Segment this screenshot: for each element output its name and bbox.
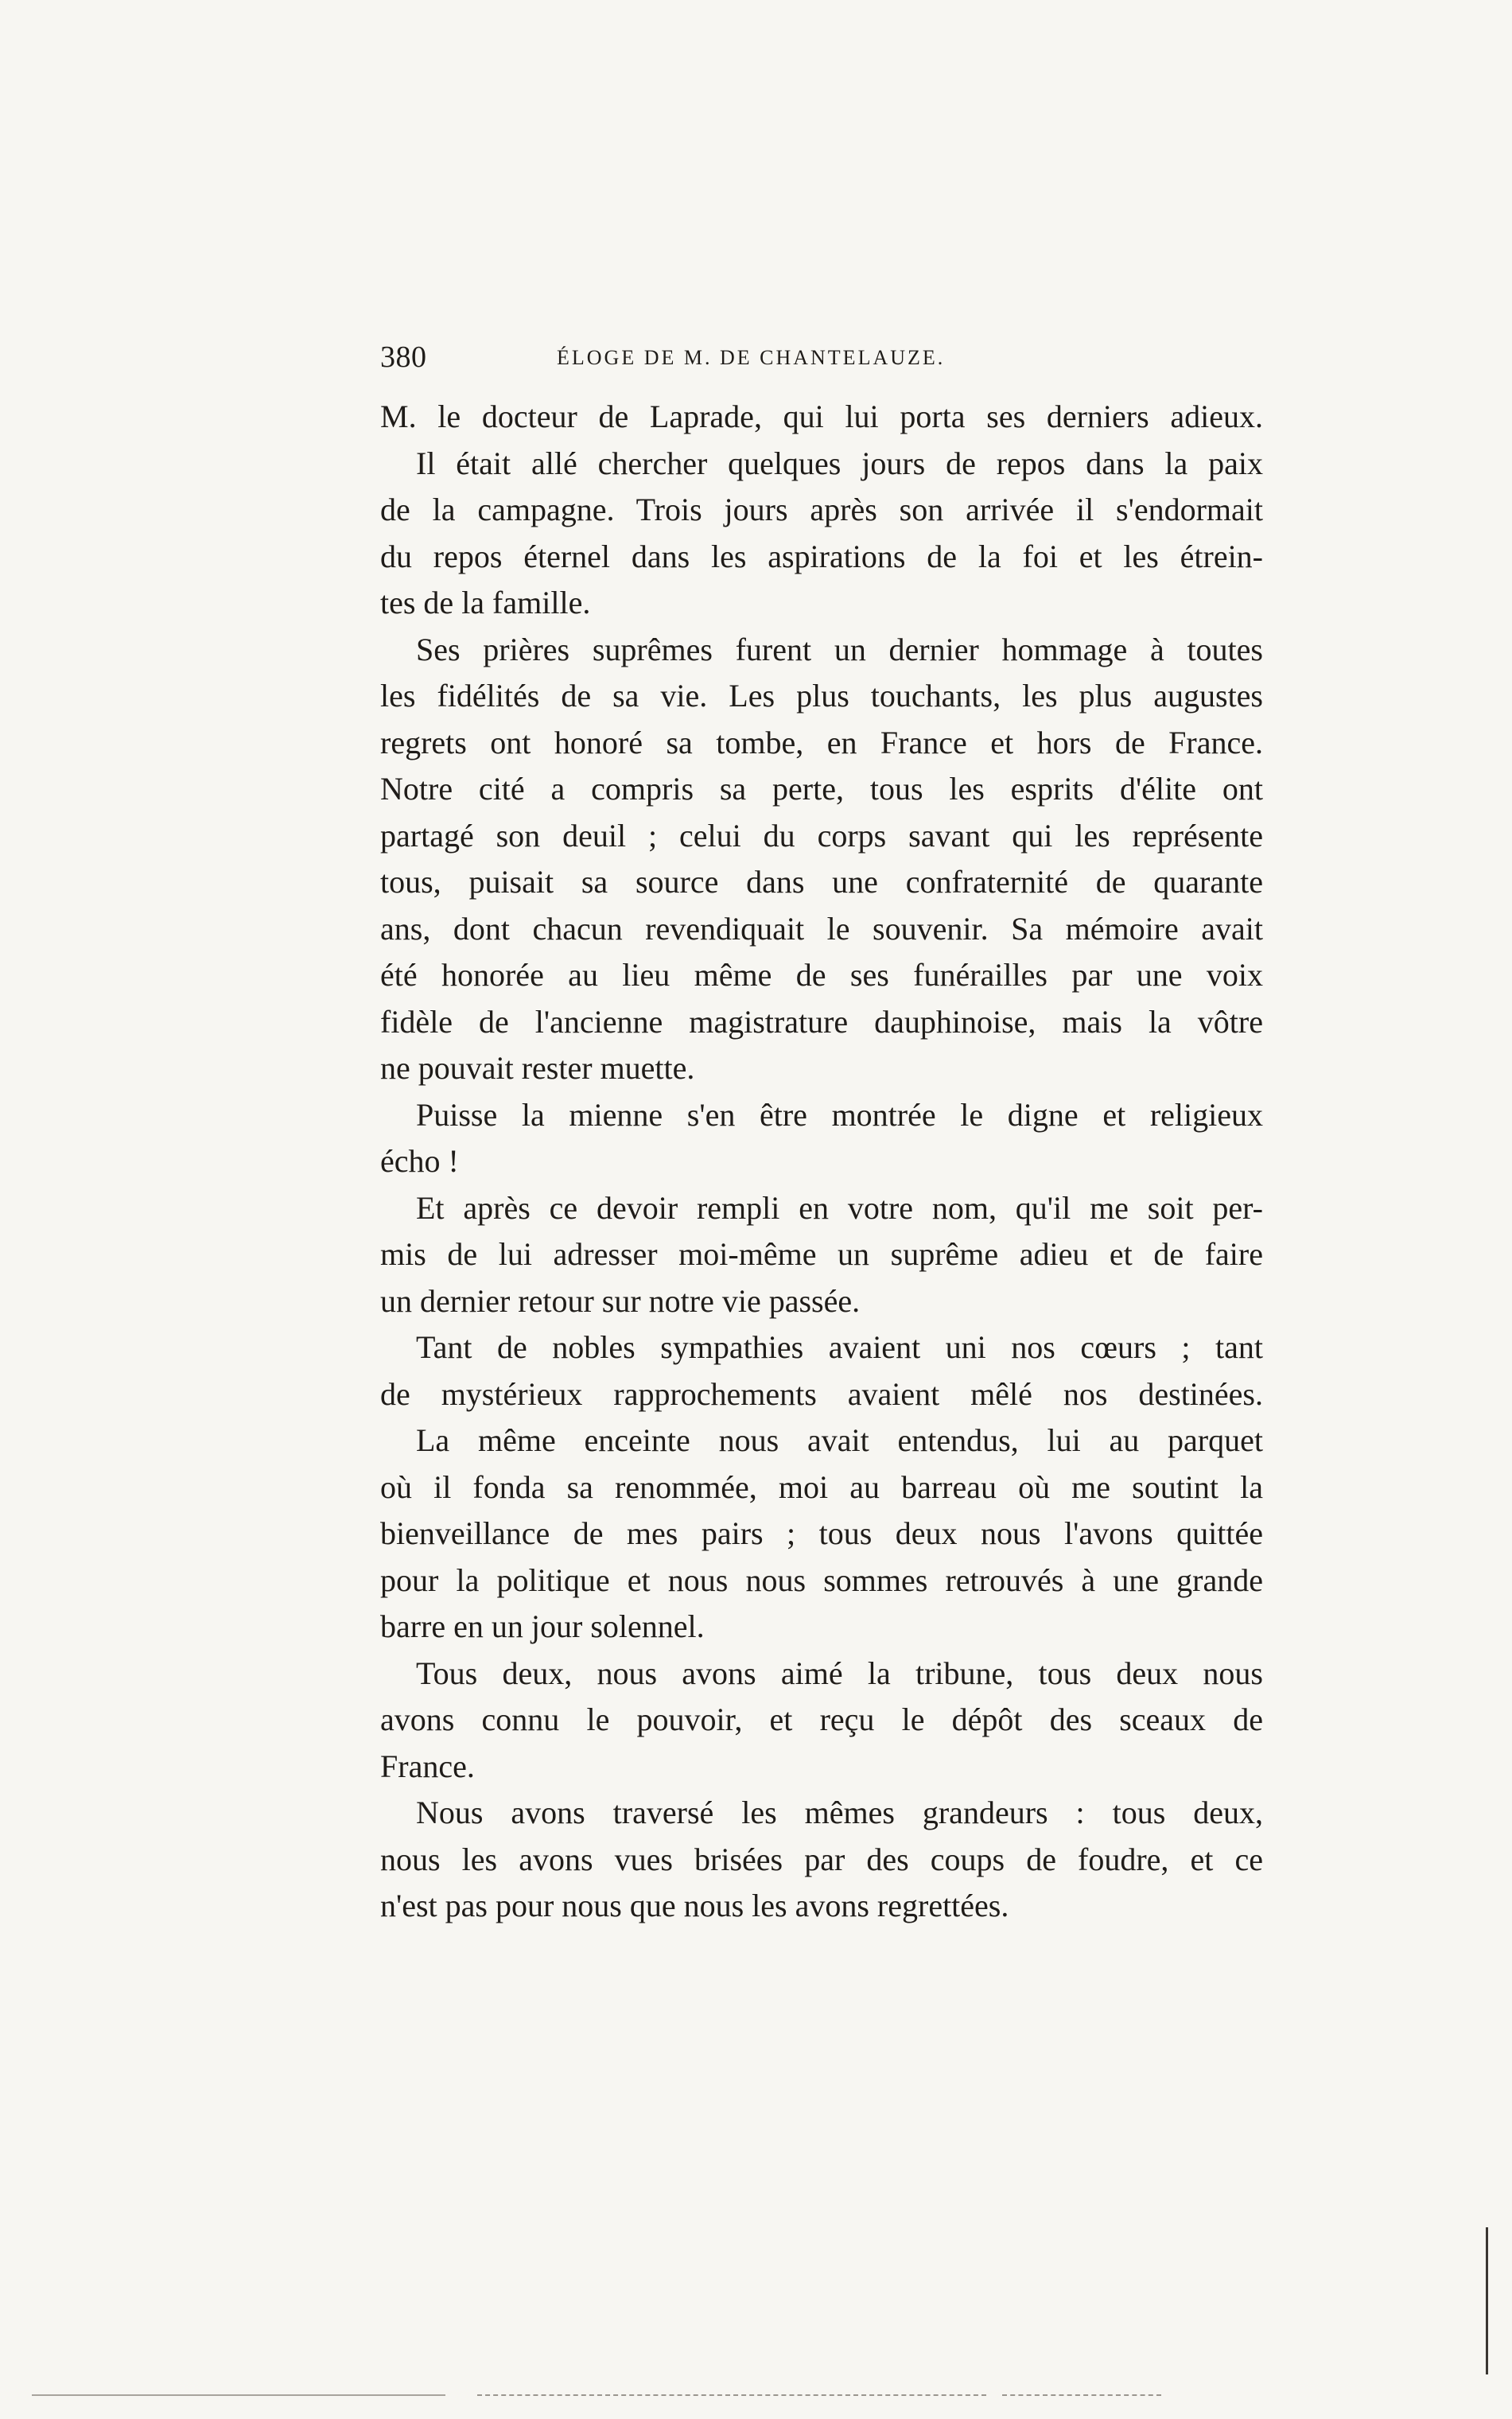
text-line: tous, puisait sa source dans une confraternité de quarante [380, 864, 1263, 900]
text-line: du repos éternel dans les aspirations de la foi et les étrein- [380, 538, 1263, 574]
text-line: Et après ce devoir rempli en votre nom, qu'il me soit per- [416, 1189, 1263, 1226]
text-line: barre en un jour solennel. [380, 1608, 705, 1644]
text-line: mis de lui adresser moi-même un suprême adieu et de faire [380, 1236, 1263, 1272]
text-line: ans, dont chacun revendiquait le souvenir. Sa mémoire avait [380, 910, 1263, 947]
text-line: de mystérieux rapprochements avaient mêlé nos destinées. [380, 1375, 1263, 1412]
text-line: Notre cité a compris sa perte, tous les esprits d'élite ont [380, 771, 1263, 807]
text-line: Tant de nobles sympathies avaient uni nos cœurs ; tant [416, 1329, 1263, 1365]
text-line: tes de la famille. [380, 585, 591, 620]
running-head: ÉLOGE DE M. DE CHANTELAUZE. [557, 346, 946, 369]
text-line: Ses prières suprêmes furent un dernier hommage à toutes [416, 631, 1263, 667]
text-line: Puisse la mienne s'en être montrée le digne et religieux [416, 1096, 1263, 1133]
text-line: n'est pas pour nous que nous les avons regrettées. [380, 1888, 1009, 1923]
text-line: regrets ont honoré sa tombe, en France et hors de France. [380, 724, 1263, 760]
scan-edge-rule [32, 2394, 445, 2396]
text-line: où il fonda sa renommée, moi au barreau où me soutint la [380, 1468, 1263, 1505]
text-line: M. le docteur de Laprade, qui lui porta ses derniers adieux. [380, 399, 1263, 434]
text-line: fidèle de l'ancienne magistrature dauphinoise, mais la vôtre [380, 1003, 1263, 1040]
text-line: été honorée au lieu même de ses funérailles par une voix [380, 957, 1263, 993]
margin-mark [1486, 2227, 1488, 2374]
text-line: ne pouvait rester muette. [380, 1050, 695, 1086]
text-line: partagé son deuil ; celui du corps savant qui les représente [380, 817, 1263, 854]
body-text [380, 394, 1263, 1930]
text-line: La même enceinte nous avait entendus, lui au parquet [416, 1422, 1263, 1458]
text-line: pour la politique et nous nous sommes retrouvés à une grande [380, 1561, 1263, 1598]
scan-edge-rule [477, 2394, 986, 2396]
text-line: France. [380, 1748, 475, 1784]
text-line: bienveillance de mes pairs ; tous deux nous l'avons quittée [380, 1515, 1263, 1551]
text-line: écho ! [380, 1143, 459, 1179]
scan-edge-rule [1002, 2394, 1161, 2396]
text-line: nous les avons vues brisées par des coups de foudre, et ce [380, 1841, 1263, 1877]
text-line: de la campagne. Trois jours après son arrivée il s'endormait [380, 492, 1263, 527]
text-line: les fidélités de sa vie. Les plus touchants, les plus augustes [380, 678, 1263, 714]
page-number: 380 [380, 340, 427, 374]
text-line: Il était allé chercher quelques jours de repos dans la paix [416, 445, 1263, 481]
text-line: un dernier retour sur notre vie passée. [380, 1282, 861, 1319]
text-line: Nous avons traversé les mêmes grandeurs : tous deux, [416, 1795, 1263, 1830]
text-line: avons connu le pouvoir, et reçu le dépôt des sceaux de [380, 1701, 1263, 1737]
text-line: Tous deux, nous avons aimé la tribune, tous deux nous [416, 1655, 1263, 1691]
